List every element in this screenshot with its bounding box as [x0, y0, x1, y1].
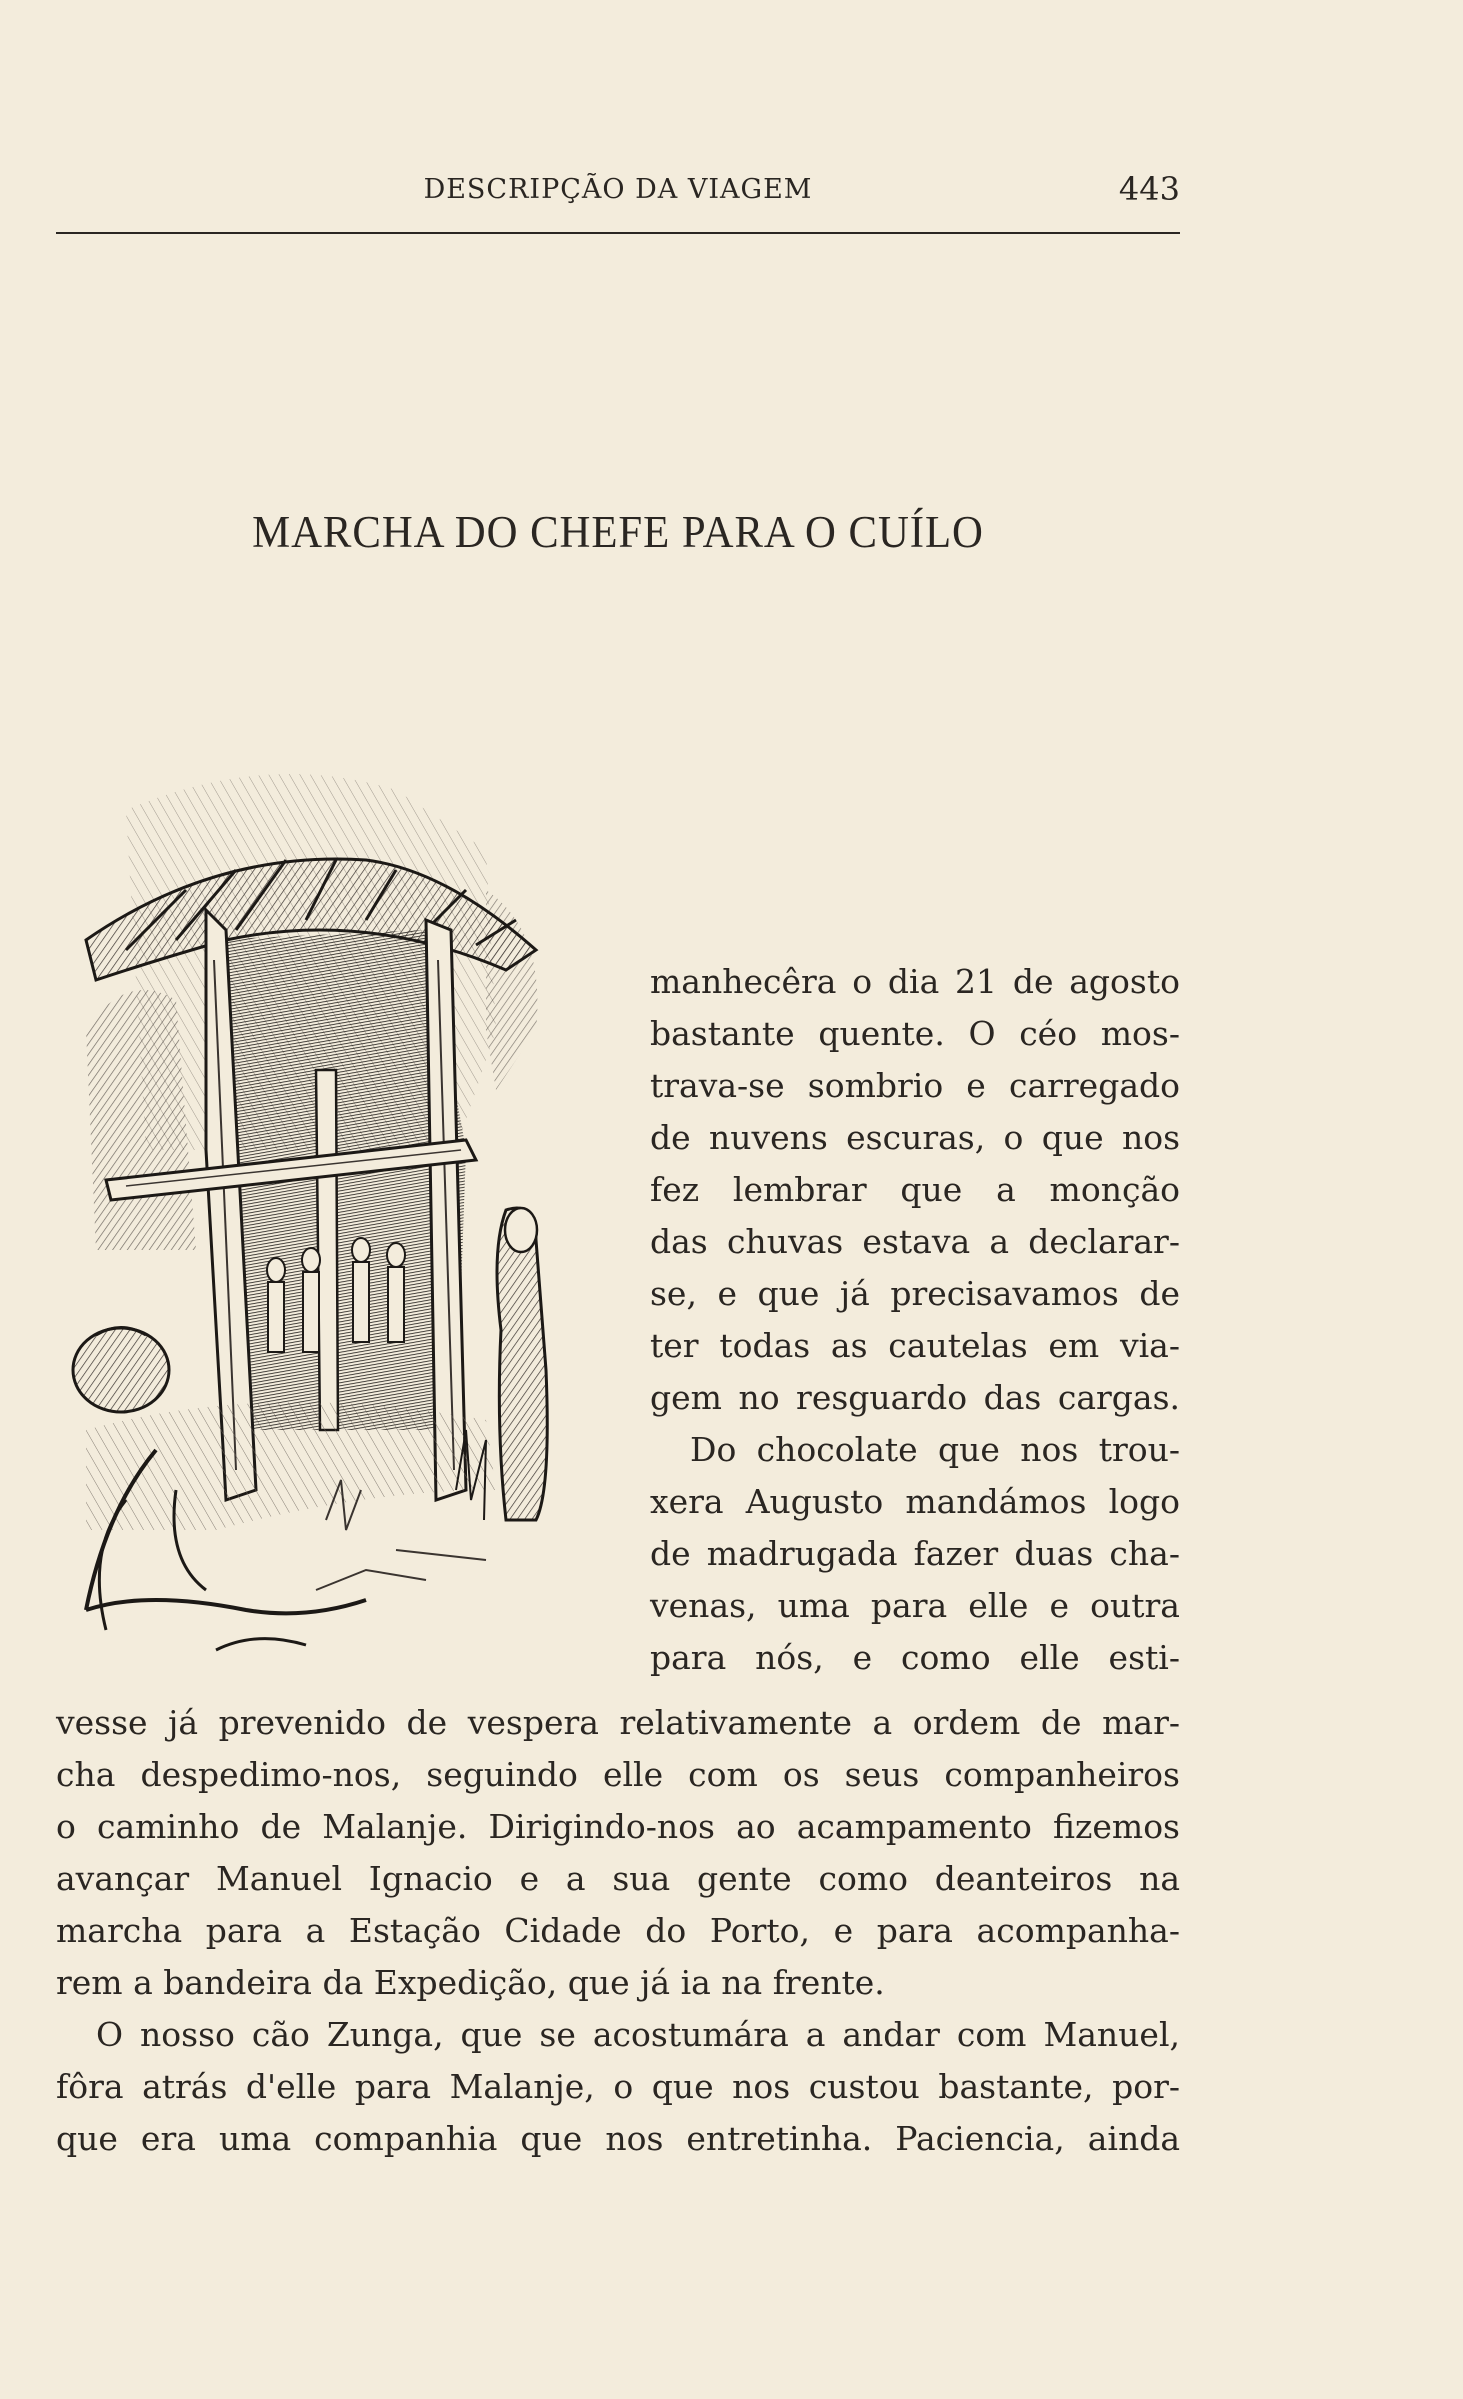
text-line: de madrugada fazer duas cha-	[650, 1534, 1180, 1573]
text-line: trava-se sombrio e carregado	[650, 1066, 1180, 1105]
text-line: vesse já prevenido de vespera relativamente a ordem de mar-	[56, 1703, 1180, 1742]
text-line: gem no resguardo das cargas.	[650, 1378, 1180, 1417]
side-text-block	[650, 956, 1180, 1684]
text-line: o caminho de Malanje. Dirigindo-nos ao acampamento fizemos	[56, 1807, 1180, 1846]
page-number: 443	[1118, 170, 1180, 208]
text-line: Do chocolate que nos trou-	[690, 1430, 1180, 1469]
text-line: manhecêra o dia 21 de agosto	[650, 962, 1180, 1001]
text-line: para nós, e como elle esti-	[650, 1638, 1180, 1677]
text-line: se, e que já precisavamos de	[650, 1274, 1180, 1313]
text-line: que era uma companhia que nos entretinha. Paciencia, ainda	[56, 2119, 1180, 2158]
text-line: xera Augusto mandámos logo	[650, 1482, 1180, 1521]
text-line: bastante quente. O céo mos-	[650, 1014, 1180, 1053]
chapter-title: MARCHA DO CHEFE PARA O CUÍLO	[252, 507, 984, 557]
text-line: avançar Manuel Ignacio e a sua gente como deanteiros na	[56, 1859, 1180, 1898]
full-text-block	[56, 1697, 1180, 2165]
header-rule	[56, 232, 1180, 234]
text-line: ter todas as cautelas em via-	[650, 1326, 1180, 1365]
text-line: marcha para a Estação Cidade do Porto, e para acompanha-	[56, 1911, 1180, 1950]
text-line: venas, uma para elle e outra	[650, 1586, 1180, 1625]
text-line: de nuvens escuras, o que nos	[650, 1118, 1180, 1157]
text-line: fez lembrar que a monção	[650, 1170, 1180, 1209]
running-title: DESCRIPÇÃO DA VIAGEM	[423, 174, 813, 205]
hut-engraving-icon	[66, 730, 626, 1690]
text-line: cha despedimo-nos, seguindo elle com os seus companheiros	[56, 1755, 1180, 1794]
running-head	[56, 168, 1180, 218]
text-line: O nosso cão Zunga, que se acostumára a andar com Manuel,	[96, 2015, 1180, 2054]
text-line: rem a bandeira da Expedição, que já ia na frente.	[56, 1963, 885, 2002]
text-line: fôra atrás d'elle para Malanje, o que nos custou bastante, por-	[56, 2067, 1180, 2106]
text-line: das chuvas estava a declarar-	[650, 1222, 1180, 1261]
